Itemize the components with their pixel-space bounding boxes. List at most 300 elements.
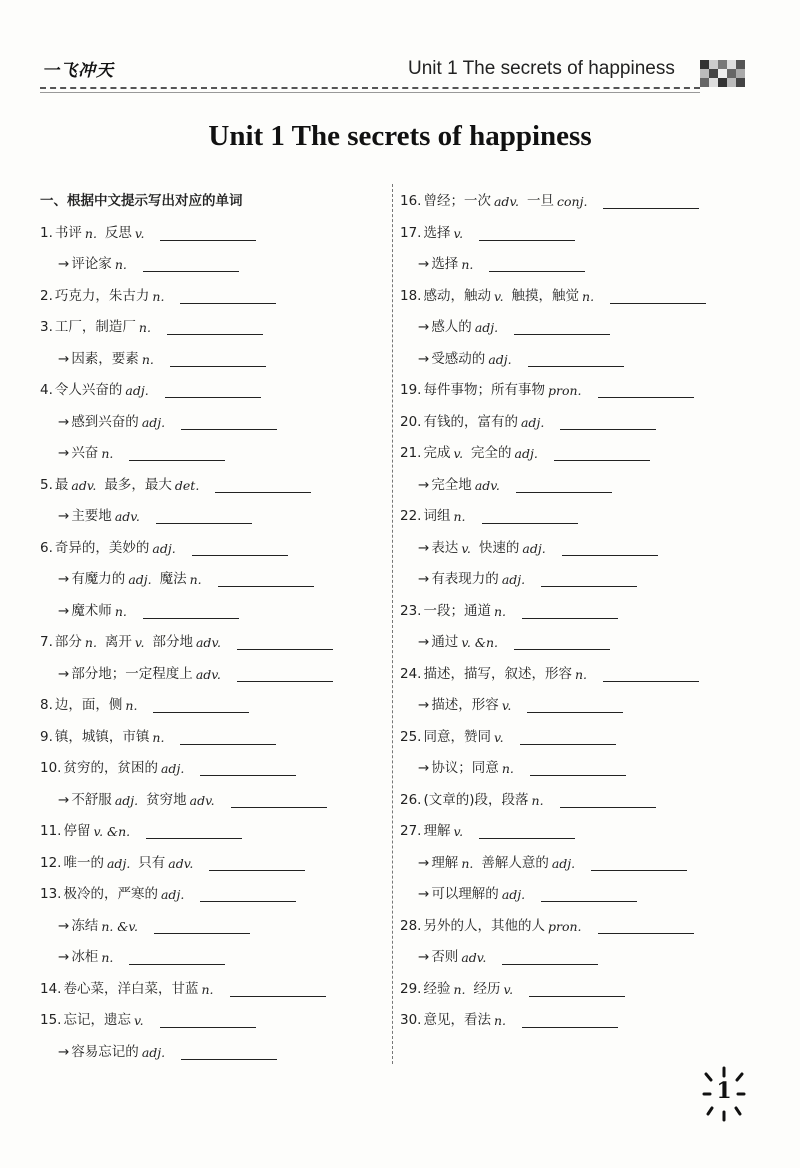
answer-blank[interactable] <box>215 478 311 493</box>
derived-item <box>40 344 386 376</box>
answer-blank[interactable] <box>181 1045 277 1060</box>
arrow-icon: → <box>58 256 70 272</box>
part-of-speech: adj. <box>160 887 185 902</box>
vocab-item <box>40 218 386 250</box>
item-number: 1. <box>40 224 53 241</box>
clue-chinese: 部分 <box>54 634 82 650</box>
clue-chinese: 协议；同意 <box>431 760 499 776</box>
clue <box>423 438 463 470</box>
answer-blank[interactable] <box>160 226 256 241</box>
answer-blank[interactable] <box>153 698 249 713</box>
part-of-speech: n. <box>84 225 97 241</box>
clue-chinese: 因素，要素 <box>71 350 139 367</box>
part-of-speech: pron. <box>547 383 582 398</box>
answer-blank[interactable] <box>237 667 333 682</box>
page-number-digit: 1 <box>716 1078 732 1104</box>
clue-chinese: 理解 <box>431 854 459 871</box>
answer-blank[interactable] <box>192 541 288 556</box>
derived-item <box>400 942 746 974</box>
vocab-item <box>400 218 746 250</box>
vocab-item <box>400 785 746 817</box>
part-of-speech: adj. <box>551 855 576 871</box>
part-of-speech: det. <box>174 477 200 493</box>
clue <box>423 1005 506 1037</box>
item-number: 29. <box>400 980 422 997</box>
clue <box>479 533 546 565</box>
derived-item <box>400 312 746 344</box>
clue <box>105 627 145 659</box>
clue <box>471 438 538 470</box>
clue <box>423 659 587 691</box>
arrow-icon: → <box>58 949 70 965</box>
item-number: 24. <box>400 665 422 682</box>
clue <box>63 816 130 848</box>
part-of-speech: n. <box>453 981 466 997</box>
item-number: 17. <box>400 224 422 241</box>
answer-blank[interactable] <box>209 856 305 871</box>
clue <box>71 564 151 596</box>
item-number: 8. <box>40 697 53 713</box>
clue-chinese: 经历 <box>473 980 501 997</box>
item-number: 20. <box>400 413 422 430</box>
item-number: 7. <box>40 634 53 650</box>
clue <box>71 249 127 281</box>
clue <box>423 186 519 218</box>
derived-item <box>400 879 746 911</box>
clue <box>71 407 165 439</box>
clue-chinese: 意见，看法 <box>423 1012 491 1028</box>
clue <box>55 312 151 344</box>
part-of-speech: adv. <box>493 194 519 209</box>
part-of-speech: n. <box>461 257 474 272</box>
clue <box>55 722 165 754</box>
arrow-icon: → <box>58 602 70 619</box>
clue <box>423 816 463 848</box>
vocab-item <box>40 1005 386 1037</box>
header-dashed-rule <box>40 87 700 89</box>
answer-blank[interactable] <box>479 824 575 839</box>
clue <box>423 281 503 313</box>
left-item-list <box>40 218 386 1069</box>
clue <box>481 848 575 880</box>
item-number: 13. <box>40 886 62 902</box>
arrow-icon: → <box>418 886 430 902</box>
clue-chinese: 一段；通道 <box>423 602 491 619</box>
part-of-speech: adv. <box>195 635 221 650</box>
vocab-item <box>40 281 386 313</box>
brand-logo: 一飞冲天 <box>42 61 114 81</box>
answer-blank[interactable] <box>554 446 650 461</box>
clue-chinese: 每件事物；所有事物 <box>423 382 545 398</box>
clue-chinese: 贫穷的，贫困的 <box>63 760 158 776</box>
clue <box>423 596 506 628</box>
arrow-icon: → <box>418 256 430 272</box>
part-of-speech: n. <box>531 792 544 808</box>
answer-blank[interactable] <box>603 194 699 209</box>
right-column <box>400 186 746 1037</box>
clue-chinese: 触摸，触觉 <box>511 287 580 304</box>
clue <box>55 690 138 722</box>
part-of-speech: v. <box>134 225 145 241</box>
clue <box>63 879 184 911</box>
arrow-icon: → <box>418 539 430 556</box>
clue-chinese: 工厂，制造厂 <box>54 319 136 335</box>
part-of-speech: adj. <box>520 414 545 430</box>
part-of-speech: n. <box>582 288 595 304</box>
clue <box>431 942 486 974</box>
item-number: 5. <box>40 476 53 493</box>
clue <box>431 249 473 281</box>
item-number: 12. <box>40 854 62 871</box>
clue-chinese: 完全的 <box>471 445 512 461</box>
item-number: 22. <box>400 508 422 524</box>
part-of-speech: n. <box>114 257 127 272</box>
answer-blank[interactable] <box>591 856 687 871</box>
part-of-speech: n. <box>453 509 466 524</box>
clue <box>55 533 176 565</box>
clue <box>138 848 193 880</box>
part-of-speech: n. <box>138 320 151 335</box>
arrow-icon: → <box>58 665 70 682</box>
answer-blank[interactable] <box>154 919 250 934</box>
part-of-speech: adj. <box>128 572 152 587</box>
clue-chinese: 冰柜 <box>71 949 99 965</box>
item-number: 23. <box>400 602 422 619</box>
vocab-item <box>400 186 746 218</box>
answer-blank[interactable] <box>143 257 239 272</box>
answer-blank[interactable] <box>170 352 266 367</box>
item-number: 15. <box>40 1012 62 1028</box>
clue <box>63 974 213 1006</box>
clue-chinese: 可以理解的 <box>431 886 499 902</box>
answer-blank[interactable] <box>482 509 578 524</box>
answer-blank[interactable] <box>598 919 694 934</box>
vocab-item <box>400 438 746 470</box>
arrow-icon: → <box>418 634 430 650</box>
clue <box>431 344 511 376</box>
item-number: 3. <box>40 319 53 335</box>
clue-chinese: 描述，形容 <box>431 697 499 713</box>
derived-item <box>40 438 386 470</box>
answer-blank[interactable] <box>200 761 296 776</box>
clue-chinese: 善解人意的 <box>481 854 549 871</box>
clue-chinese: 容易忘记的 <box>71 1043 139 1060</box>
part-of-speech: n. <box>114 603 127 619</box>
item-number: 18. <box>400 287 422 304</box>
clue-chinese: 边，面，侧 <box>54 697 123 713</box>
clue <box>423 911 581 943</box>
part-of-speech: v. &n. <box>93 824 131 839</box>
answer-blank[interactable] <box>237 635 333 650</box>
clue <box>71 344 154 376</box>
part-of-speech: v. <box>501 698 512 713</box>
clue-chinese: 经验 <box>423 980 451 997</box>
derived-item <box>40 942 386 974</box>
clue <box>527 186 587 218</box>
answer-blank[interactable] <box>514 320 610 335</box>
part-of-speech: adv. <box>195 666 221 682</box>
clue-chinese: 最 <box>54 476 69 493</box>
clue <box>55 470 97 502</box>
part-of-speech: adj. <box>160 761 185 776</box>
item-number: 4. <box>40 382 53 398</box>
clue-chinese: 理解 <box>423 823 451 839</box>
header-rule <box>40 92 700 93</box>
part-of-speech: n. <box>493 1013 507 1028</box>
vocab-item <box>40 375 386 407</box>
part-of-speech: adj. <box>522 540 546 556</box>
vocab-item <box>400 659 746 691</box>
arrow-icon: → <box>418 949 430 965</box>
item-number: 2. <box>40 287 53 304</box>
arrow-icon: → <box>58 917 70 934</box>
vocab-item <box>400 722 746 754</box>
clue-chinese: 唯一的 <box>63 854 104 871</box>
vocab-item <box>400 596 746 628</box>
arrow-icon: → <box>418 854 430 871</box>
item-number: 10. <box>40 760 62 776</box>
left-column <box>40 186 386 1068</box>
part-of-speech: n. <box>501 761 514 776</box>
derived-item <box>400 753 746 785</box>
part-of-speech: n. <box>152 729 165 745</box>
part-of-speech: n. <box>201 981 214 997</box>
part-of-speech: n. <box>101 446 114 461</box>
checker-decoration <box>700 60 746 94</box>
answer-blank[interactable] <box>489 257 585 272</box>
part-of-speech: v. <box>503 981 514 997</box>
part-of-speech: adj. <box>474 320 499 335</box>
clue-chinese: 令人兴奋的 <box>54 382 123 398</box>
clue-chinese: 兴奋 <box>71 445 99 461</box>
vocab-item <box>400 816 746 848</box>
clue-chinese: 最多，最大 <box>104 476 172 493</box>
clue <box>431 753 514 785</box>
answer-blank[interactable] <box>165 383 261 398</box>
derived-item <box>40 785 386 817</box>
answer-blank[interactable] <box>560 415 656 430</box>
answer-blank[interactable] <box>520 730 616 745</box>
answer-blank[interactable] <box>603 667 699 682</box>
arrow-icon: → <box>58 508 70 524</box>
arrow-icon: → <box>418 476 430 493</box>
part-of-speech: adj. <box>488 351 512 367</box>
clue-chinese: 一旦 <box>527 193 554 209</box>
clue-chinese: 另外的人，其他的人 <box>423 917 545 934</box>
part-of-speech: v. <box>453 824 464 839</box>
answer-blank[interactable] <box>528 352 624 367</box>
clue <box>71 911 138 943</box>
vocab-item <box>40 690 386 722</box>
clue-chinese: 有魔力的 <box>71 571 126 587</box>
answer-blank[interactable] <box>146 824 242 839</box>
clue <box>63 753 184 785</box>
clue-chinese: 部分地 <box>152 634 193 650</box>
clue-chinese: 魔法 <box>159 571 187 587</box>
clue <box>431 879 525 911</box>
derived-item <box>40 1037 386 1069</box>
answer-blank[interactable] <box>231 793 327 808</box>
derived-item <box>400 344 746 376</box>
part-of-speech: adj. <box>501 572 526 587</box>
answer-blank[interactable] <box>479 226 575 241</box>
vocab-item <box>400 281 746 313</box>
clue-chinese: 评论家 <box>71 256 112 272</box>
arrow-icon: → <box>418 350 430 367</box>
clue-chinese: 镇，城镇，市镇 <box>54 728 150 745</box>
arrow-icon: → <box>58 791 70 808</box>
part-of-speech: v. <box>453 225 464 241</box>
part-of-speech: adj. <box>141 414 166 430</box>
clue-chinese: 奇异的，美妙的 <box>54 539 150 556</box>
answer-blank[interactable] <box>610 289 706 304</box>
answer-blank[interactable] <box>516 478 612 493</box>
clue-chinese: 主要地 <box>71 508 112 524</box>
right-item-list <box>400 186 746 1037</box>
answer-blank[interactable] <box>143 604 239 619</box>
clue-chinese: 完全地 <box>431 476 472 493</box>
answer-blank[interactable] <box>218 572 314 587</box>
part-of-speech: adj. <box>152 540 176 556</box>
clue <box>71 1037 165 1069</box>
part-of-speech: adj. <box>114 792 139 808</box>
clue-chinese: 选择 <box>423 224 451 241</box>
clue-chinese: 书评 <box>54 224 82 241</box>
clue-chinese: 快速的 <box>478 539 520 556</box>
answer-blank[interactable] <box>129 950 225 965</box>
derived-item <box>400 533 746 565</box>
clue-chinese: 选择 <box>431 256 459 272</box>
derived-item <box>40 249 386 281</box>
arrow-icon: → <box>418 319 430 335</box>
derived-item <box>400 249 746 281</box>
answer-blank[interactable] <box>180 289 276 304</box>
vocab-item <box>40 879 386 911</box>
answer-blank[interactable] <box>522 1013 618 1028</box>
answer-blank[interactable] <box>160 1013 256 1028</box>
clue-chinese: 巧克力，朱古力 <box>54 287 150 304</box>
part-of-speech: adv. <box>168 855 194 871</box>
answer-blank[interactable] <box>180 730 276 745</box>
clue <box>431 533 471 565</box>
answer-blank[interactable] <box>530 761 626 776</box>
answer-blank[interactable] <box>529 982 625 997</box>
part-of-speech: adv. <box>71 477 97 493</box>
answer-blank[interactable] <box>230 982 326 997</box>
item-number: 9. <box>40 728 53 745</box>
clue <box>63 1005 143 1037</box>
clue <box>431 312 498 344</box>
derived-item <box>40 407 386 439</box>
vocab-item <box>400 375 746 407</box>
clue-chinese: 完成 <box>423 445 451 461</box>
page-header <box>0 0 800 100</box>
clue-chinese: 魔术师 <box>71 602 112 619</box>
clue-chinese: 同意，赞同 <box>423 728 491 745</box>
vocab-item <box>40 470 386 502</box>
page-title: Unit 1 The secrets of happiness <box>208 120 592 152</box>
part-of-speech: adj. <box>514 446 538 461</box>
clue-chinese: (文章的)段，段落 <box>423 791 529 808</box>
vocab-item <box>400 407 746 439</box>
clue <box>431 627 498 659</box>
clue-chinese: 词组 <box>423 508 451 524</box>
answer-blank[interactable] <box>541 572 637 587</box>
clue-chinese: 不舒服 <box>71 791 112 808</box>
derived-item <box>400 470 746 502</box>
answer-blank[interactable] <box>541 887 637 902</box>
answer-blank[interactable] <box>527 698 623 713</box>
clue-chinese: 忘记，遗忘 <box>63 1012 131 1028</box>
answer-blank[interactable] <box>562 541 658 556</box>
part-of-speech: v. <box>461 540 471 556</box>
derived-item <box>400 564 746 596</box>
vocab-item <box>40 816 386 848</box>
clue <box>431 564 525 596</box>
vocab-item <box>400 501 746 533</box>
part-of-speech: n. <box>189 572 202 587</box>
part-of-speech: v. <box>134 635 145 650</box>
item-number: 25. <box>400 728 422 745</box>
answer-blank[interactable] <box>502 950 598 965</box>
vocab-item <box>400 911 746 943</box>
clue <box>104 470 199 502</box>
answer-blank[interactable] <box>200 887 296 902</box>
clue <box>55 375 149 407</box>
part-of-speech: n. &v. <box>101 918 138 934</box>
derived-item <box>400 690 746 722</box>
answer-blank[interactable] <box>167 320 263 335</box>
clue-chinese: 卷心菜，洋白菜，甘蓝 <box>63 980 199 997</box>
vocab-item <box>40 974 386 1006</box>
derived-item <box>40 501 386 533</box>
clue <box>152 627 221 659</box>
page-number <box>700 1064 748 1124</box>
arrow-icon: → <box>418 571 430 587</box>
clue-chinese: 贫穷地 <box>146 791 187 808</box>
derived-item <box>400 848 746 880</box>
answer-blank[interactable] <box>181 415 277 430</box>
answer-blank[interactable] <box>598 383 694 398</box>
arrow-icon: → <box>58 413 70 430</box>
clue-chinese: 有表现力的 <box>431 571 499 587</box>
derived-item <box>40 564 386 596</box>
answer-blank[interactable] <box>522 604 618 619</box>
vocab-item <box>400 974 746 1006</box>
clue <box>423 407 544 439</box>
clue <box>423 785 543 817</box>
part-of-speech: conj. <box>557 194 588 209</box>
section-heading: 一、根据中文提示写出对应的单词 <box>40 193 243 209</box>
part-of-speech: adv. <box>114 509 140 524</box>
item-number: 14. <box>40 980 62 997</box>
clue-chinese: 否则 <box>431 949 459 965</box>
part-of-speech: n. <box>84 635 97 650</box>
clue-chinese: 表达 <box>431 539 459 556</box>
part-of-speech: adj. <box>125 383 149 398</box>
item-number: 11. <box>40 823 62 839</box>
answer-blank[interactable] <box>156 509 252 524</box>
derived-item <box>400 627 746 659</box>
arrow-icon: → <box>58 350 70 367</box>
answer-blank[interactable] <box>129 446 225 461</box>
item-number: 16. <box>400 193 422 209</box>
answer-blank[interactable] <box>514 635 610 650</box>
item-number: 28. <box>400 917 422 934</box>
clue-chinese: 感动，触动 <box>423 287 491 304</box>
answer-blank[interactable] <box>560 793 656 808</box>
clue <box>71 659 221 691</box>
